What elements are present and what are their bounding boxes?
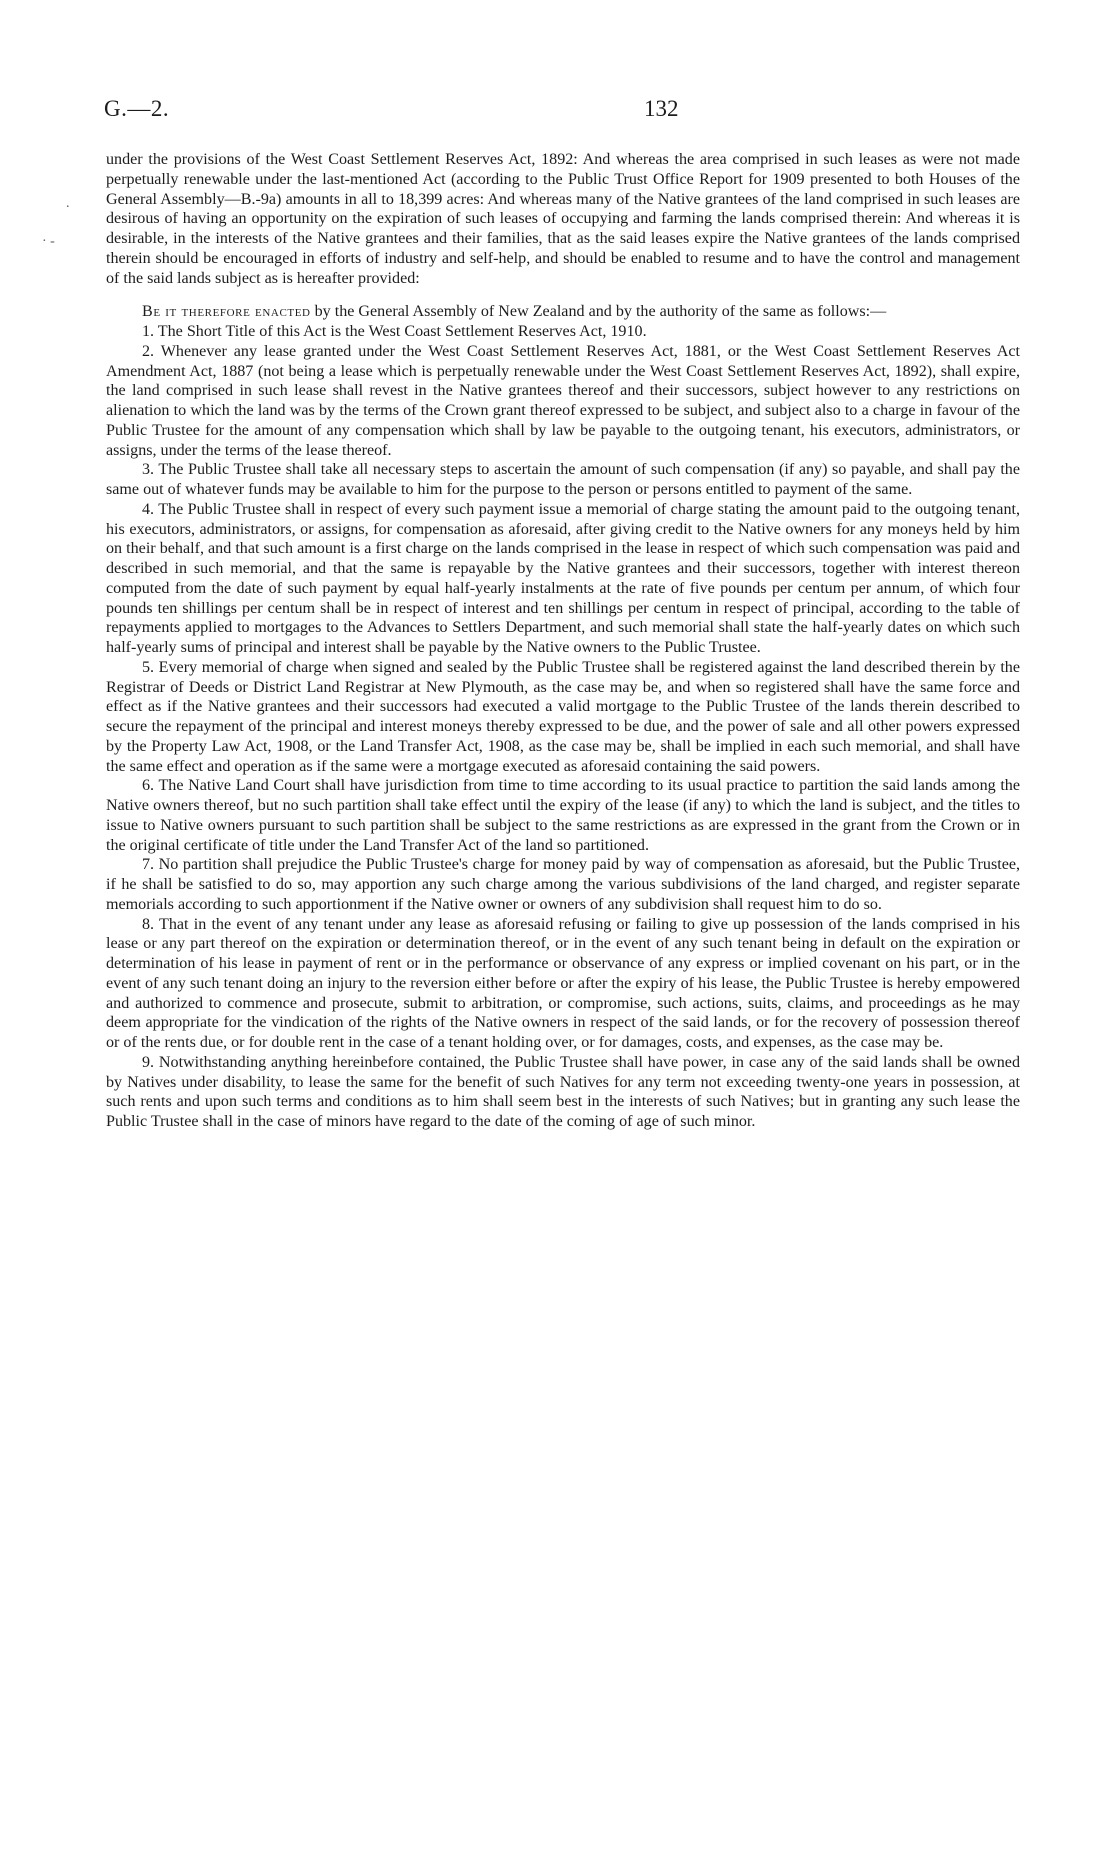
section-9: 9. Notwithstanding anything hereinbefore contained, the Public Trustee shall have power, in case any of the said lands shall be owned by Natives under disability, to lease the same for the benefit of such Natives for any term not exceeding twenty-one years in possession, at such rents and upon such terms and conditions as to him shall seem best in the interests of such Natives; but in granting any such lease the Public Trustee shall in the case of minors have regard to the date of the coming of age of such minor. — [106, 1053, 1020, 1130]
section-6: 6. The Native Land Court shall have jurisdiction from time to time according to its usual practice to partition the said lands among the Native owners thereof, but no such partition shall take effect until the expiry of the lease (if any) to which the land is subject, and the titles to issue to Native owners pursuant to such partition shall be subject to the same restrictions as are expressed in the grant from the Crown or in the original certificate of title under the Land Transfer Act of the land so partitioned. — [106, 777, 1020, 854]
page-header — [104, 96, 1024, 126]
section-2: 2. Whenever any lease granted under the West Coast Settlement Reserves Act, 1881, or the West Coast Settlement Reserves Act Amendment Act, 1887 (not being a lease which is perpetually renewable under the West Coast Settlement Reserves Act, 1892), shall expire, the land comprised in such lease shall revest in the Native grantees thereof and their successors, subject however to any restrictions on alienation to which the land was by the terms of the Crown grant thereof expressed to be subject, and subject also to a charge in favour of the Public Trustee for the amount of any compensation which shall by law be payable to the outgoing tenant, his executors, administrators, or assigns, under the terms of the lease thereof. — [106, 342, 1020, 459]
act-body — [106, 150, 1020, 1132]
section-1: 1. The Short Title of this Act is the West Coast Settlement Reserves Act, 1910. — [142, 323, 647, 340]
section-7: 7. No partition shall prejudice the Public Trustee's charge for money paid by way of compensation as aforesaid, but the Public Trustee, if he shall be satisfied to do so, may apportion any such charge among the various subdivisions of the land charged, and register separate memorials according to such apportionment if the Native owner or owners of any subdivision shall request him to do so. — [106, 856, 1020, 913]
section-5: 5. Every memorial of charge when signed and sealed by the Public Trustee shall be registered against the land described therein by the Registrar of Deeds or District Land Registrar at New Plymouth, as the case may be, and when so registered shall have the same force and effect as if the Native grantees and their successors had executed a valid mortgage to the Public Trustee of the lands therein described to secure the repayment of the principal and interest moneys thereby expressed to be due, and the power of sale and all other powers expressed by the Property Law Act, 1908, or the Land Transfer Act, 1908, as the case may be, shall be implied in each such memorial, and shall have the same effect and operation as if the same were a mortgage executed as aforesaid containing the said powers. — [106, 658, 1020, 775]
paper-reference: G.—2. — [104, 96, 170, 121]
section-3: 3. The Public Trustee shall take all necessary steps to ascertain the amount of such compensation (if any) so payable, and shall pay the same out of whatever funds may be available to him for the purpose to the person or persons entitled to payment of the same. — [106, 461, 1020, 498]
section-4: 4. The Public Trustee shall in respect of every such payment issue a memorial of charge stating the amount paid to the outgoing tenant, his executors, administrators, or assigns, for compensation as aforesaid, after giving credit to the Native owners for any moneys held by him on their behalf, and that such amount is a first charge on the lands comprised in the lease in respect of which such compensation was paid and described in such memorial, and that the same is repayable by the Native grantees and their successors, together with interest thereon computed from the date of such payment by equal half-yearly instalments at the rate of five pounds per centum per annum, of which four pounds ten shillings per centum shall be in respect of interest and ten shillings per centum in respect of principal, according to the table of repayments applied to mortgages to the Advances to Settlers Department, and such memorial shall state the half-yearly dates on which such half-yearly sums of principal and interest shall be payable by the Native owners to the Public Trustee. — [106, 500, 1020, 656]
enacting-rest: by the General Assembly of New Zealand and by the authority of the same as follows:— — [310, 303, 887, 321]
preamble-paragraph: under the provisions of the West Coast Settlement Reserves Act, 1892: And whereas the area comprised in such leases as were not made perpetually renewable under the last-mentioned Act (according to the Public Trust Office Report for 1909 presented to both Houses of the General Assembly—B.-9a) amounts in all to 18,399 acres: And whereas many of the Native grantees of the land comprised in such leases are desirous of having an opportunity on the expiration of such leases of occupying and farming the lands comprised therein: And whereas it is desirable, in the interests of the Native grantees and their families, that as the said leases expire the Native grantees of the lands comprised therein should be encouraged in efforts of industry and self-help, and should be enabled to resume and to have the control and management of the said lands subject as is hereafter provided: — [106, 151, 1020, 287]
section-8: 8. That in the event of any tenant under any lease as aforesaid refusing or failing to give up possession of the lands comprised in his lease or any part thereof on the expiration or determination thereof, or in the event of any such tenant being in default on the expiration or determination of his lease in payment of rent or in the performance or observance of any express or implied covenant on his part, or in the event of any such tenant doing an injury to the reversion either before or after the expiry of his lease, the Public Trustee is hereby empowered and authorized to commence and prosecute, submit to arbitration, or compromise, such actions, suits, claims, and proceedings as he may deem appropriate for the vindication of the rights of the Native owners in respect of the said lands, or for the recovery of possession thereof or of the rents due, or for double rent in the case of a tenant holding over, or for damages, costs, and expenses, as the case may be. — [106, 915, 1020, 1051]
page-number: 132 — [644, 96, 679, 121]
enacting-clause — [106, 302, 1020, 322]
enacting-lead: Be it therefore enacted — [142, 303, 311, 321]
margin-mark: . — [66, 196, 70, 211]
margin-mark: · - — [42, 234, 55, 249]
